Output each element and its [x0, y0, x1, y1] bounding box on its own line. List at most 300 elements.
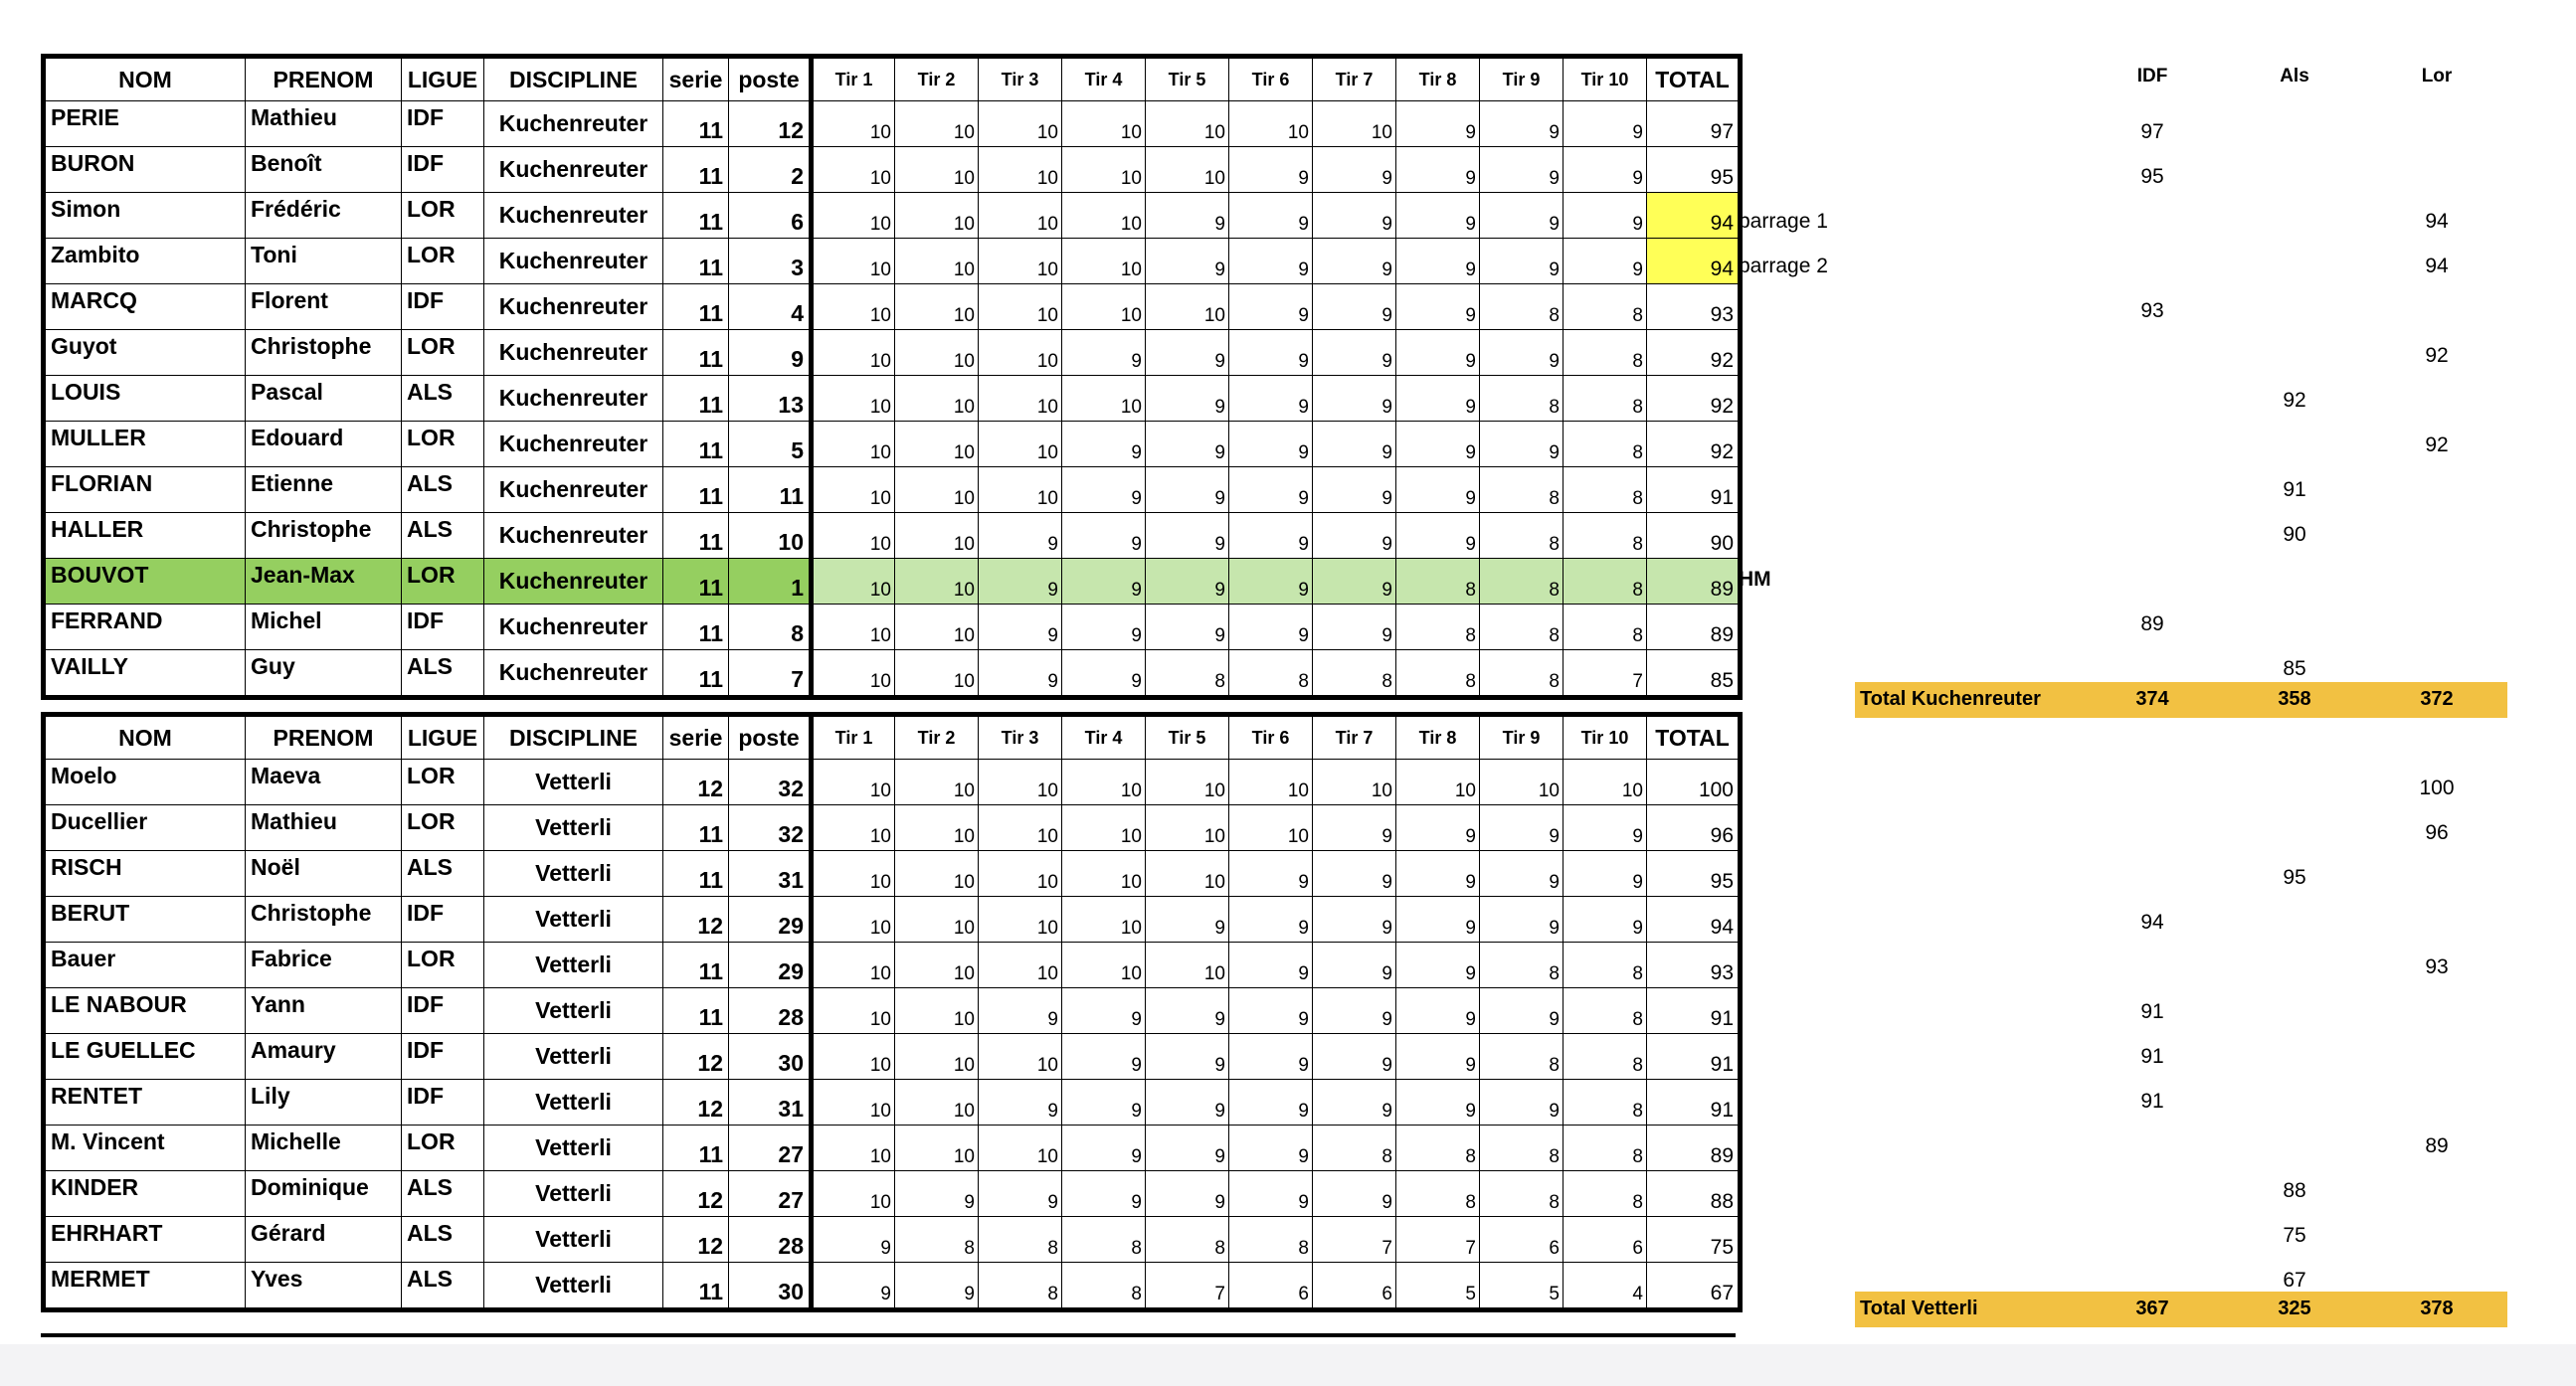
cell-total: 88 — [1647, 1171, 1741, 1217]
cell-tir-8: 9 — [1396, 284, 1480, 330]
cell-tir-9: 9 — [1480, 897, 1564, 943]
cell-poste: 32 — [729, 805, 812, 851]
cell-tir-2: 10 — [895, 760, 979, 805]
cell-tir-10: 8 — [1564, 422, 1647, 467]
cell-discipline: Vetterli — [484, 1034, 663, 1080]
cell-nom: KINDER — [44, 1171, 246, 1217]
cell-tir-9: 9 — [1480, 193, 1564, 239]
summary-value-idf: 91 — [2140, 1045, 2164, 1068]
column-header-tir-1: Tir 1 — [812, 57, 895, 101]
summary-value-idf: 91 — [2140, 1090, 2164, 1113]
cell-tir-6: 9 — [1229, 851, 1313, 897]
cell-tir-6: 8 — [1229, 650, 1313, 698]
cell-tir-10: 8 — [1564, 1126, 1647, 1171]
cell-discipline: Kuchenreuter — [484, 239, 663, 284]
cell-poste: 3 — [729, 239, 812, 284]
column-header-total: TOTAL — [1647, 715, 1741, 760]
page-footer-band — [0, 1344, 2576, 1386]
cell-ligue: IDF — [402, 988, 484, 1034]
row-note: barrage 2 — [1739, 255, 1828, 277]
cell-tir-1: 10 — [812, 467, 895, 513]
cell-discipline: Vetterli — [484, 897, 663, 943]
table-row — [44, 422, 1741, 467]
cell-total: 100 — [1647, 760, 1741, 805]
cell-tir-10: 9 — [1564, 851, 1647, 897]
cell-tir-3: 10 — [979, 147, 1062, 193]
cell-tir-2: 10 — [895, 559, 979, 605]
cell-poste: 11 — [729, 467, 812, 513]
cell-discipline: Vetterli — [484, 760, 663, 805]
cell-tir-10: 8 — [1564, 284, 1647, 330]
cell-total: 91 — [1647, 1034, 1741, 1080]
summary-value-idf: 97 — [2140, 120, 2164, 143]
cell-total: 89 — [1647, 559, 1741, 605]
cell-ligue: ALS — [402, 467, 484, 513]
cell-tir-7: 9 — [1313, 330, 1396, 376]
cell-tir-1: 10 — [812, 147, 895, 193]
cell-tir-5: 9 — [1146, 988, 1229, 1034]
cell-prenom: Benoît — [246, 147, 402, 193]
cell-tir-6: 9 — [1229, 897, 1313, 943]
cell-tir-1: 10 — [812, 943, 895, 988]
cell-poste: 29 — [729, 943, 812, 988]
total-kuchenreuter-band — [1855, 682, 2507, 718]
table-header-row — [44, 57, 1741, 101]
summary-value-als: 85 — [2283, 657, 2306, 680]
cell-tir-4: 9 — [1062, 422, 1146, 467]
column-header-ligue: LIGUE — [402, 715, 484, 760]
cell-tir-7: 9 — [1313, 559, 1396, 605]
cell-tir-8: 5 — [1396, 1263, 1480, 1310]
cell-ligue: ALS — [402, 1263, 484, 1310]
cell-tir-9: 10 — [1480, 760, 1564, 805]
cell-prenom: Jean-Max — [246, 559, 402, 605]
bottom-divider — [41, 1333, 1736, 1337]
column-header-tir-6: Tir 6 — [1229, 57, 1313, 101]
cell-tir-9: 8 — [1480, 1126, 1564, 1171]
cell-tir-6: 9 — [1229, 239, 1313, 284]
cell-tir-6: 9 — [1229, 605, 1313, 650]
cell-tir-10: 8 — [1564, 467, 1647, 513]
table-row — [44, 1171, 1741, 1217]
cell-tir-1: 10 — [812, 805, 895, 851]
table-row — [44, 239, 1741, 284]
column-header-tir-2: Tir 2 — [895, 57, 979, 101]
cell-tir-7: 9 — [1313, 239, 1396, 284]
cell-tir-6: 9 — [1229, 1126, 1313, 1171]
cell-tir-8: 9 — [1396, 513, 1480, 559]
cell-nom: Bauer — [44, 943, 246, 988]
cell-tir-4: 8 — [1062, 1263, 1146, 1310]
cell-discipline: Kuchenreuter — [484, 605, 663, 650]
cell-tir-3: 10 — [979, 760, 1062, 805]
cell-tir-3: 9 — [979, 988, 1062, 1034]
cell-tir-9: 8 — [1480, 467, 1564, 513]
table-row — [44, 330, 1741, 376]
cell-discipline: Kuchenreuter — [484, 147, 663, 193]
cell-prenom: Florent — [246, 284, 402, 330]
cell-tir-1: 10 — [812, 1080, 895, 1126]
cell-tir-10: 8 — [1564, 513, 1647, 559]
cell-tir-6: 6 — [1229, 1263, 1313, 1310]
cell-tir-3: 9 — [979, 1080, 1062, 1126]
cell-tir-5: 9 — [1146, 239, 1229, 284]
cell-serie: 11 — [663, 239, 729, 284]
cell-poste: 27 — [729, 1171, 812, 1217]
cell-total: 75 — [1647, 1217, 1741, 1263]
cell-ligue: ALS — [402, 376, 484, 422]
cell-ligue: IDF — [402, 101, 484, 147]
cell-tir-3: 10 — [979, 239, 1062, 284]
cell-tir-1: 10 — [812, 897, 895, 943]
cell-ligue: LOR — [402, 943, 484, 988]
cell-poste: 9 — [729, 330, 812, 376]
cell-tir-4: 9 — [1062, 1034, 1146, 1080]
cell-tir-3: 10 — [979, 805, 1062, 851]
cell-tir-6: 9 — [1229, 422, 1313, 467]
table-row — [44, 897, 1741, 943]
column-header-tir-7: Tir 7 — [1313, 715, 1396, 760]
cell-tir-9: 8 — [1480, 376, 1564, 422]
cell-ligue: ALS — [402, 1217, 484, 1263]
cell-total: 67 — [1647, 1263, 1741, 1310]
cell-prenom: Amaury — [246, 1034, 402, 1080]
table-row — [44, 1263, 1741, 1310]
cell-nom: RENTET — [44, 1080, 246, 1126]
summary-value-als: 92 — [2283, 389, 2306, 412]
cell-tir-7: 9 — [1313, 805, 1396, 851]
cell-nom: Guyot — [44, 330, 246, 376]
cell-tir-7: 9 — [1313, 376, 1396, 422]
cell-poste: 2 — [729, 147, 812, 193]
cell-tir-1: 10 — [812, 376, 895, 422]
cell-nom: MULLER — [44, 422, 246, 467]
cell-poste: 28 — [729, 988, 812, 1034]
cell-nom: Ducellier — [44, 805, 246, 851]
total-vetterli-band — [1855, 1292, 2507, 1327]
cell-total: 89 — [1647, 605, 1741, 650]
cell-tir-4: 10 — [1062, 760, 1146, 805]
column-header-tir-8: Tir 8 — [1396, 57, 1480, 101]
cell-tir-7: 9 — [1313, 422, 1396, 467]
summary-value-idf: 91 — [2140, 1000, 2164, 1023]
cell-tir-4: 9 — [1062, 467, 1146, 513]
cell-tir-4: 9 — [1062, 1171, 1146, 1217]
cell-prenom: Fabrice — [246, 943, 402, 988]
cell-discipline: Kuchenreuter — [484, 330, 663, 376]
cell-total: 90 — [1647, 513, 1741, 559]
column-header-ligue: LIGUE — [402, 57, 484, 101]
cell-tir-8: 9 — [1396, 101, 1480, 147]
cell-nom: LE NABOUR — [44, 988, 246, 1034]
cell-serie: 11 — [663, 193, 729, 239]
cell-tir-8: 10 — [1396, 760, 1480, 805]
cell-tir-9: 8 — [1480, 559, 1564, 605]
table-row — [44, 1217, 1741, 1263]
cell-discipline: Kuchenreuter — [484, 559, 663, 605]
cell-nom: LOUIS — [44, 376, 246, 422]
summary-header-lor: Lor — [2421, 66, 2453, 87]
cell-tir-8: 8 — [1396, 1126, 1480, 1171]
cell-total: 93 — [1647, 284, 1741, 330]
table-row — [44, 851, 1741, 897]
cell-prenom: Pascal — [246, 376, 402, 422]
cell-tir-7: 9 — [1313, 513, 1396, 559]
column-header-tir-3: Tir 3 — [979, 715, 1062, 760]
cell-nom: BURON — [44, 147, 246, 193]
cell-nom: PERIE — [44, 101, 246, 147]
cell-serie: 11 — [663, 422, 729, 467]
cell-serie: 11 — [663, 513, 729, 559]
cell-tir-4: 9 — [1062, 605, 1146, 650]
cell-tir-1: 10 — [812, 559, 895, 605]
cell-tir-1: 10 — [812, 422, 895, 467]
cell-poste: 29 — [729, 897, 812, 943]
summary-value-idf: 94 — [2140, 911, 2164, 934]
column-header-serie: serie — [663, 715, 729, 760]
cell-discipline: Vetterli — [484, 988, 663, 1034]
cell-nom: BOUVOT — [44, 559, 246, 605]
cell-ligue: LOR — [402, 330, 484, 376]
cell-tir-10: 9 — [1564, 805, 1647, 851]
total-vetterli-als: 325 — [2278, 1298, 2311, 1319]
cell-tir-3: 10 — [979, 1126, 1062, 1171]
cell-tir-6: 9 — [1229, 1080, 1313, 1126]
cell-nom: HALLER — [44, 513, 246, 559]
cell-prenom: Christophe — [246, 513, 402, 559]
cell-poste: 12 — [729, 101, 812, 147]
cell-tir-10: 8 — [1564, 605, 1647, 650]
cell-tir-8: 8 — [1396, 1171, 1480, 1217]
cell-poste: 13 — [729, 376, 812, 422]
cell-tir-7: 9 — [1313, 605, 1396, 650]
cell-discipline: Kuchenreuter — [484, 284, 663, 330]
cell-tir-4: 9 — [1062, 513, 1146, 559]
cell-tir-8: 9 — [1396, 422, 1480, 467]
cell-tir-10: 9 — [1564, 147, 1647, 193]
column-header-nom: NOM — [44, 57, 246, 101]
cell-discipline: Kuchenreuter — [484, 467, 663, 513]
cell-tir-3: 9 — [979, 1171, 1062, 1217]
cell-tir-10: 8 — [1564, 1080, 1647, 1126]
cell-serie: 11 — [663, 605, 729, 650]
cell-tir-7: 9 — [1313, 147, 1396, 193]
cell-tir-9: 8 — [1480, 1034, 1564, 1080]
summary-value-als: 67 — [2283, 1269, 2306, 1292]
cell-tir-1: 10 — [812, 101, 895, 147]
cell-tir-4: 9 — [1062, 559, 1146, 605]
cell-tir-1: 10 — [812, 1034, 895, 1080]
cell-serie: 11 — [663, 650, 729, 698]
table-row — [44, 147, 1741, 193]
cell-tir-3: 10 — [979, 1034, 1062, 1080]
total-kuchenreuter-idf: 374 — [2135, 688, 2169, 710]
cell-tir-8: 9 — [1396, 897, 1480, 943]
cell-tir-2: 10 — [895, 1080, 979, 1126]
cell-serie: 11 — [663, 559, 729, 605]
cell-tir-3: 10 — [979, 284, 1062, 330]
cell-total: 92 — [1647, 330, 1741, 376]
cell-serie: 11 — [663, 988, 729, 1034]
cell-tir-10: 9 — [1564, 897, 1647, 943]
cell-ligue: ALS — [402, 650, 484, 698]
cell-tir-6: 9 — [1229, 284, 1313, 330]
cell-tir-2: 10 — [895, 897, 979, 943]
column-header-tir-8: Tir 8 — [1396, 715, 1480, 760]
cell-tir-2: 10 — [895, 239, 979, 284]
summary-header-idf: IDF — [2136, 66, 2168, 87]
cell-tir-6: 9 — [1229, 193, 1313, 239]
cell-serie: 12 — [663, 1080, 729, 1126]
cell-tir-10: 8 — [1564, 1171, 1647, 1217]
cell-ligue: IDF — [402, 1034, 484, 1080]
summary-value-als: 75 — [2283, 1224, 2306, 1247]
cell-serie: 12 — [663, 1034, 729, 1080]
cell-total: 94 — [1647, 193, 1741, 239]
cell-prenom: Toni — [246, 239, 402, 284]
cell-tir-7: 9 — [1313, 897, 1396, 943]
cell-prenom: Christophe — [246, 897, 402, 943]
column-header-poste: poste — [729, 57, 812, 101]
cell-ligue: IDF — [402, 605, 484, 650]
cell-total: 95 — [1647, 147, 1741, 193]
cell-tir-9: 9 — [1480, 330, 1564, 376]
cell-tir-4: 10 — [1062, 147, 1146, 193]
summary-value-lor: 100 — [2419, 777, 2455, 799]
cell-tir-2: 10 — [895, 988, 979, 1034]
cell-prenom: Noël — [246, 851, 402, 897]
summary-value-lor: 96 — [2425, 821, 2449, 844]
cell-serie: 12 — [663, 760, 729, 805]
cell-tir-7: 9 — [1313, 988, 1396, 1034]
column-header-discipline: DISCIPLINE — [484, 57, 663, 101]
cell-tir-8: 9 — [1396, 988, 1480, 1034]
cell-tir-7: 7 — [1313, 1217, 1396, 1263]
cell-serie: 11 — [663, 284, 729, 330]
cell-tir-8: 9 — [1396, 193, 1480, 239]
vetterli-table — [41, 712, 1743, 1312]
cell-tir-3: 8 — [979, 1263, 1062, 1310]
cell-tir-9: 9 — [1480, 147, 1564, 193]
cell-tir-9: 6 — [1480, 1217, 1564, 1263]
cell-tir-4: 9 — [1062, 650, 1146, 698]
row-note: HM — [1739, 568, 1771, 591]
cell-ligue: ALS — [402, 1171, 484, 1217]
cell-tir-3: 10 — [979, 330, 1062, 376]
cell-nom: EHRHART — [44, 1217, 246, 1263]
cell-serie: 12 — [663, 1171, 729, 1217]
cell-tir-1: 10 — [812, 988, 895, 1034]
cell-prenom: Etienne — [246, 467, 402, 513]
summary-value-lor: 94 — [2425, 255, 2449, 277]
table-header-row — [44, 715, 1741, 760]
table-row — [44, 1034, 1741, 1080]
cell-tir-9: 8 — [1480, 284, 1564, 330]
cell-nom: BERUT — [44, 897, 246, 943]
cell-tir-6: 9 — [1229, 1171, 1313, 1217]
cell-nom: Moelo — [44, 760, 246, 805]
cell-tir-5: 9 — [1146, 1171, 1229, 1217]
column-header-nom: NOM — [44, 715, 246, 760]
column-header-serie: serie — [663, 57, 729, 101]
cell-discipline: Vetterli — [484, 805, 663, 851]
cell-tir-1: 9 — [812, 1263, 895, 1310]
cell-tir-9: 9 — [1480, 805, 1564, 851]
cell-ligue: LOR — [402, 559, 484, 605]
table-row — [44, 284, 1741, 330]
cell-tir-7: 8 — [1313, 1126, 1396, 1171]
cell-tir-5: 8 — [1146, 650, 1229, 698]
total-vetterli-lor: 378 — [2420, 1298, 2454, 1319]
cell-prenom: Michelle — [246, 1126, 402, 1171]
table-row — [44, 650, 1741, 698]
cell-tir-7: 9 — [1313, 467, 1396, 513]
column-header-tir-5: Tir 5 — [1146, 57, 1229, 101]
cell-tir-4: 8 — [1062, 1217, 1146, 1263]
cell-tir-3: 9 — [979, 650, 1062, 698]
cell-tir-5: 10 — [1146, 760, 1229, 805]
column-header-tir-7: Tir 7 — [1313, 57, 1396, 101]
cell-tir-10: 9 — [1564, 239, 1647, 284]
kuchenreuter-table — [41, 54, 1743, 700]
cell-tir-7: 9 — [1313, 1171, 1396, 1217]
cell-tir-10: 9 — [1564, 193, 1647, 239]
cell-prenom: Christophe — [246, 330, 402, 376]
cell-tir-8: 9 — [1396, 239, 1480, 284]
cell-tir-4: 9 — [1062, 1080, 1146, 1126]
cell-serie: 11 — [663, 376, 729, 422]
cell-tir-9: 9 — [1480, 1080, 1564, 1126]
cell-nom: VAILLY — [44, 650, 246, 698]
cell-tir-3: 9 — [979, 605, 1062, 650]
cell-tir-3: 9 — [979, 513, 1062, 559]
cell-tir-5: 9 — [1146, 1126, 1229, 1171]
cell-tir-4: 10 — [1062, 193, 1146, 239]
cell-tir-5: 9 — [1146, 559, 1229, 605]
cell-tir-5: 7 — [1146, 1263, 1229, 1310]
total-kuchenreuter-label: Total Kuchenreuter — [1860, 688, 2041, 710]
cell-tir-3: 10 — [979, 193, 1062, 239]
cell-tir-5: 10 — [1146, 147, 1229, 193]
cell-tir-2: 10 — [895, 805, 979, 851]
cell-tir-4: 9 — [1062, 1126, 1146, 1171]
cell-tir-10: 4 — [1564, 1263, 1647, 1310]
cell-tir-9: 9 — [1480, 422, 1564, 467]
cell-tir-6: 9 — [1229, 376, 1313, 422]
cell-tir-10: 7 — [1564, 650, 1647, 698]
cell-nom: MERMET — [44, 1263, 246, 1310]
summary-value-als: 90 — [2283, 523, 2306, 546]
cell-ligue: ALS — [402, 851, 484, 897]
cell-tir-4: 9 — [1062, 330, 1146, 376]
cell-tir-8: 9 — [1396, 805, 1480, 851]
cell-poste: 30 — [729, 1034, 812, 1080]
cell-tir-4: 10 — [1062, 851, 1146, 897]
cell-serie: 11 — [663, 851, 729, 897]
cell-nom: M. Vincent — [44, 1126, 246, 1171]
cell-nom: FLORIAN — [44, 467, 246, 513]
cell-tir-4: 10 — [1062, 284, 1146, 330]
cell-discipline: Kuchenreuter — [484, 101, 663, 147]
row-note: barrage 1 — [1739, 210, 1828, 233]
cell-prenom: Mathieu — [246, 101, 402, 147]
cell-nom: RISCH — [44, 851, 246, 897]
cell-discipline: Vetterli — [484, 1263, 663, 1310]
cell-tir-6: 9 — [1229, 1034, 1313, 1080]
cell-tir-10: 8 — [1564, 330, 1647, 376]
cell-poste: 6 — [729, 193, 812, 239]
summary-value-idf: 89 — [2140, 612, 2164, 635]
